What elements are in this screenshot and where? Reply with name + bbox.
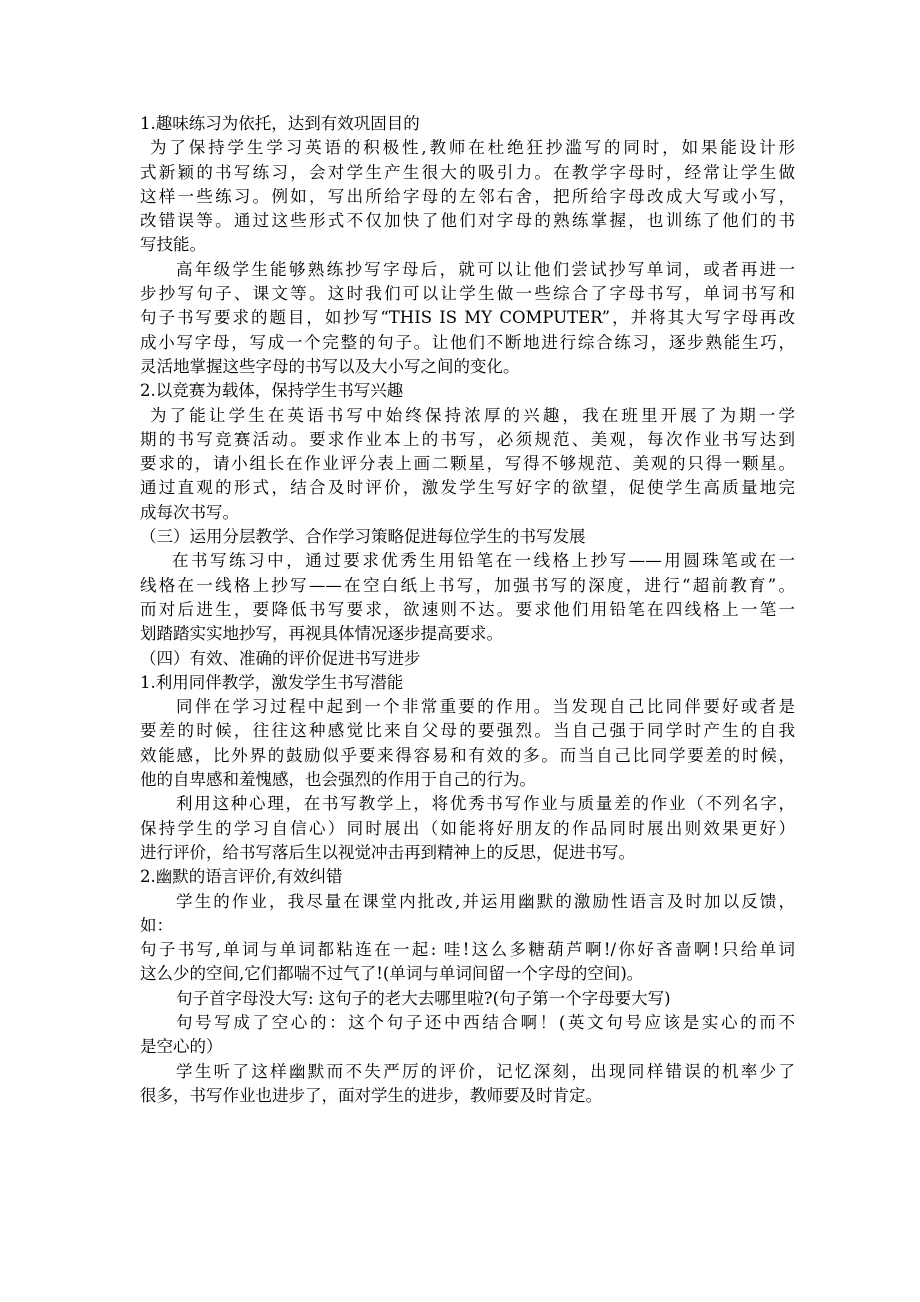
- text-line: 期的书写竞赛活动。要求作业本上的书写，必须规范、美观，每次作业书写达到: [140, 429, 795, 449]
- paragraph: [140, 695, 795, 792]
- paragraph: [140, 987, 795, 1011]
- text-line: 式新颖的书写练习，会对学生产生很大的吸引力。在教学字母时，经常让学生做: [140, 162, 795, 182]
- text-line: （三）运用分层教学、合作学习策略促进每位学生的书写发展: [140, 527, 586, 547]
- text-line: 要求的，请小组长在作业评分表上画二颗星，写得不够规范、美观的只得一颗星。: [140, 454, 795, 474]
- text-line: 步抄写句子、课文等。这时我们可以让学生做一些综合了字母书写，单词书写和: [140, 284, 795, 304]
- paragraph: [140, 379, 795, 403]
- text-line: 1.利用同伴教学，激发学生书写潜能: [140, 672, 404, 692]
- document-body: [140, 112, 795, 1108]
- paragraph: [140, 647, 795, 671]
- text-line: 为了能让学生在英语书写中始终保持浓厚的兴趣，我在班里开展了为期一学: [150, 405, 795, 425]
- text-line: 1.趣味练习为依托，达到有效巩固目的: [140, 114, 420, 133]
- text-line: 效能感，比外界的鼓励似乎要来得容易和有效的多。而当自己比同学要差的时候，: [140, 745, 795, 765]
- text-line: 为了保持学生学习英语的积极性,教师在杜绝狂抄滥写的同时，如果能设计形: [150, 138, 795, 158]
- text-line: 如：: [140, 915, 173, 935]
- text-line: 保持学生的学习自信心）同时展出（如能将好朋友的作品同时展出则效果更好）: [140, 818, 795, 838]
- paragraph: [140, 404, 795, 525]
- text-line: 是空心的）: [140, 1037, 223, 1057]
- paragraph: [140, 671, 795, 695]
- text-line: 学生的作业，我尽量在课堂内批改,并运用幽默的激励性语言及时加以反馈，: [176, 891, 795, 911]
- paragraph: [140, 1011, 795, 1060]
- paragraph: [140, 865, 795, 889]
- text-line: 写技能。: [140, 235, 206, 255]
- paragraph: [140, 258, 795, 379]
- paragraph: [140, 525, 795, 549]
- text-line: 划踏踏实实地抄写，再视具体情况逐步提高要求。: [140, 624, 503, 644]
- text-line: 句子首字母没大写: 这句子的老大去哪里啦?(句子第一个字母要大写): [176, 988, 671, 1008]
- text-line: 很多，书写作业也进步了，面对学生的进步，教师要及时肯定。: [140, 1085, 602, 1105]
- text-line: 成小写字母，写成一个完整的句子。让他们不断地进行综合练习，逐步熟能生巧，: [140, 332, 795, 352]
- text-line: 利用这种心理，在书写教学上，将优秀书写作业与质量差的作业（不列名字，: [176, 794, 795, 814]
- text-line: 句号写成了空心的：这个句子还中西结合啊！(英文句号应该是实心的而不: [176, 1012, 795, 1032]
- text-line: 进行评价，给书写落后生以视觉冲击再到精神上的反思，促进书写。: [140, 842, 635, 862]
- paragraph: [140, 792, 795, 865]
- paragraph: [140, 549, 795, 646]
- text-line: （四）有效、准确的评价促进书写进步: [140, 648, 421, 668]
- paragraph: [140, 1060, 795, 1109]
- text-line: 成每次书写。: [140, 502, 239, 522]
- text-line: 高年级学生能够熟练抄写字母后，就可以让他们尝试抄写单词，或者再进一: [176, 259, 795, 279]
- text-line: 句子书写要求的题目，如抄写“THIS IS MY COMPUTER”，并将其大写字母再改: [140, 308, 795, 328]
- text-line: 改错误等。通过这些形式不仅加快了他们对字母的熟练掌握，也训练了他们的书: [140, 211, 795, 231]
- text-line: 2.以竞赛为载体，保持学生书写兴趣: [140, 381, 404, 401]
- paragraph: [140, 136, 795, 257]
- text-line: 在书写练习中，通过要求优秀生用铅笔在一线格上抄写——用圆珠笔或在一: [172, 551, 795, 571]
- paragraph: [140, 938, 795, 987]
- paragraph: [140, 890, 795, 939]
- text-line: 句子书写,单词与单词都粘连在一起: 哇!这么多糖葫芦啊!/你好吝啬啊!只给单词: [140, 940, 795, 960]
- text-line: 同伴在学习过程中起到一个非常重要的作用。当发现自己比同伴要好或者是: [176, 697, 795, 717]
- text-line: 灵活地掌握这些字母的书写以及大小写之间的变化。: [140, 356, 520, 376]
- text-line: 这样一些练习。例如，写出所给字母的左邻右舍，把所给字母改成大写或小写，: [140, 186, 795, 206]
- text-line: 通过直观的形式，结合及时评价，激发学生写好字的欲望，促使学生高质量地完: [140, 478, 795, 498]
- text-line: 2.幽默的语言评价,有效纠错: [140, 867, 343, 887]
- paragraph: [140, 112, 795, 136]
- text-line: 学生听了这样幽默而不失严厉的评价，记忆深刻，出现同样错误的机率少了: [176, 1061, 795, 1081]
- text-line: 线格在一线格上抄写——在空白纸上书写，加强书写的深度，进行“超前教育”。: [140, 575, 795, 595]
- text-line: 他的自卑感和羞愧感，也会强烈的作用于自己的行为。: [140, 770, 536, 790]
- text-line: 而对后进生，要降低书写要求，欲速则不达。要求他们用铅笔在四线格上一笔一: [140, 599, 795, 619]
- text-line: 要差的时候，往往这种感觉比来自父母的要强烈。当自己强于同学时产生的自我: [140, 721, 795, 741]
- text-line: 这么少的空间,它们都喘不过气了!(单词与单词间留一个字母的空间)。: [140, 964, 644, 984]
